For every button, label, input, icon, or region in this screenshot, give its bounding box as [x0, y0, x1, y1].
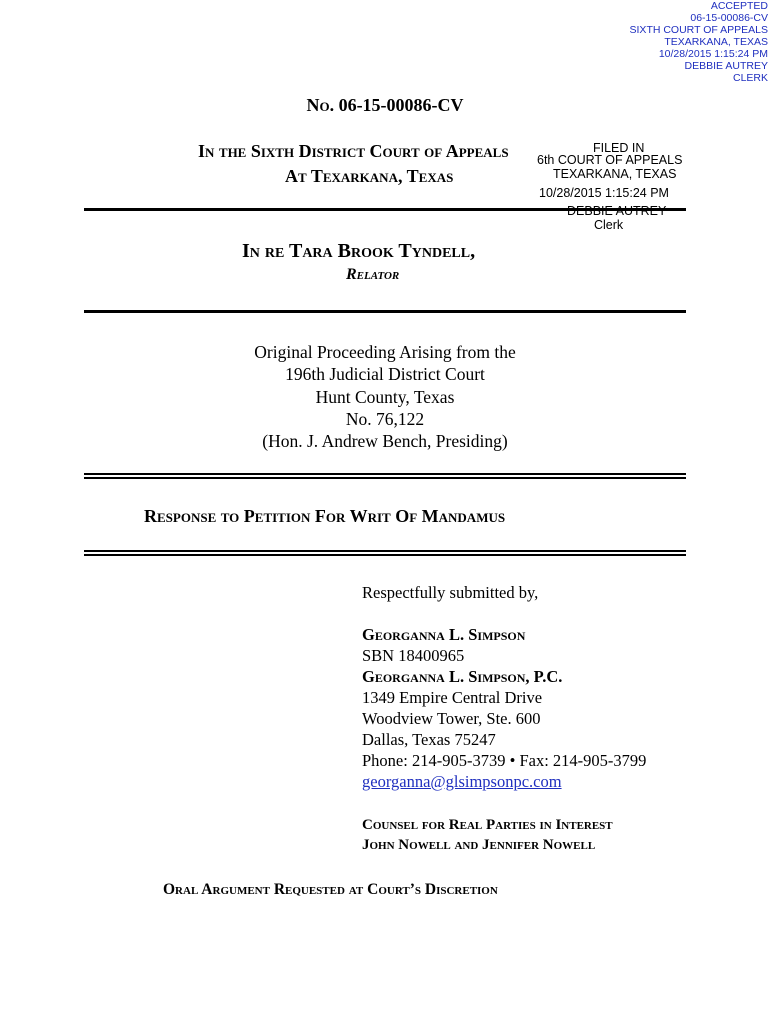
divider-rule	[84, 550, 686, 556]
divider-rule	[84, 208, 686, 211]
filed-stamp-clerk-title: Clerk	[594, 218, 624, 232]
court-location: At Texarkana, Texas	[285, 166, 454, 186]
address-line: Woodview Tower, Ste. 600	[362, 709, 541, 728]
oral-argument-request: Oral Argument Requested at Court’s Discretion	[163, 881, 498, 898]
filed-stamp-court: 6th COURT OF APPEALS	[537, 153, 683, 167]
accepted-stamp-line: SIXTH COURT OF APPEALS	[629, 24, 768, 36]
accepted-stamp-line: DEBBIE AUTREY	[684, 60, 768, 72]
accepted-stamp	[630, 0, 768, 84]
counsel-designation	[362, 815, 613, 855]
relator-role: Relator	[346, 266, 400, 283]
signature-block	[362, 582, 646, 792]
bar-number: SBN 18400965	[362, 646, 465, 665]
case-number: No. 06-15-00086-CV	[306, 95, 464, 115]
submission-intro: Respectfully submitted by,	[362, 583, 539, 602]
proceeding-origin	[0, 341, 770, 452]
address-line: Dallas, Texas 75247	[362, 730, 496, 749]
origin-line: Original Proceeding Arising from the	[254, 342, 516, 362]
counsel-line: John Nowell and Jennifer Nowell	[362, 837, 596, 853]
email-link[interactable]: georganna@glsimpsonpc.com	[362, 772, 562, 791]
filed-stamp-label: FILED IN	[593, 141, 645, 155]
filed-stamp-city: TEXARKANA, TEXAS	[553, 167, 677, 181]
accepted-stamp-line: TEXARKANA, TEXAS	[664, 36, 768, 48]
address-line: 1349 Empire Central Drive	[362, 688, 543, 707]
filed-stamp-datetime: 10/28/2015 1:15:24 PM	[539, 186, 669, 200]
court-name: In the Sixth District Court of Appeals	[198, 141, 509, 161]
firm-name: Georganna L. Simpson, P.C.	[362, 667, 563, 686]
accepted-stamp-line: CLERK	[732, 72, 768, 84]
accepted-stamp-line: 06-15-00086-CV	[690, 12, 768, 24]
attorney-name: Georganna L. Simpson	[362, 625, 526, 644]
document-title: Response to Petition For Writ Of Mandamus	[144, 506, 506, 526]
counsel-line: Counsel for Real Parties in Interest	[362, 817, 613, 833]
origin-line: No. 76,122	[345, 408, 425, 429]
origin-line: 196th Judicial District Court	[285, 364, 485, 385]
filed-stamp-clerk-name: DEBBIE AUTREY	[567, 204, 667, 218]
origin-line: (Hon. J. Andrew Bench, Presiding)	[262, 431, 508, 452]
accepted-stamp-line: ACCEPTED	[710, 0, 768, 12]
relator-name: In re Tara Brook Tyndell,	[242, 240, 476, 262]
origin-line: Hunt County, Texas	[315, 386, 455, 407]
divider-rule	[84, 310, 686, 313]
phone-fax: Phone: 214-905-3739 • Fax: 214-905-3799	[362, 751, 647, 770]
accepted-stamp-line: 10/28/2015 1:15:24 PM	[658, 48, 768, 60]
divider-rule	[84, 473, 686, 479]
